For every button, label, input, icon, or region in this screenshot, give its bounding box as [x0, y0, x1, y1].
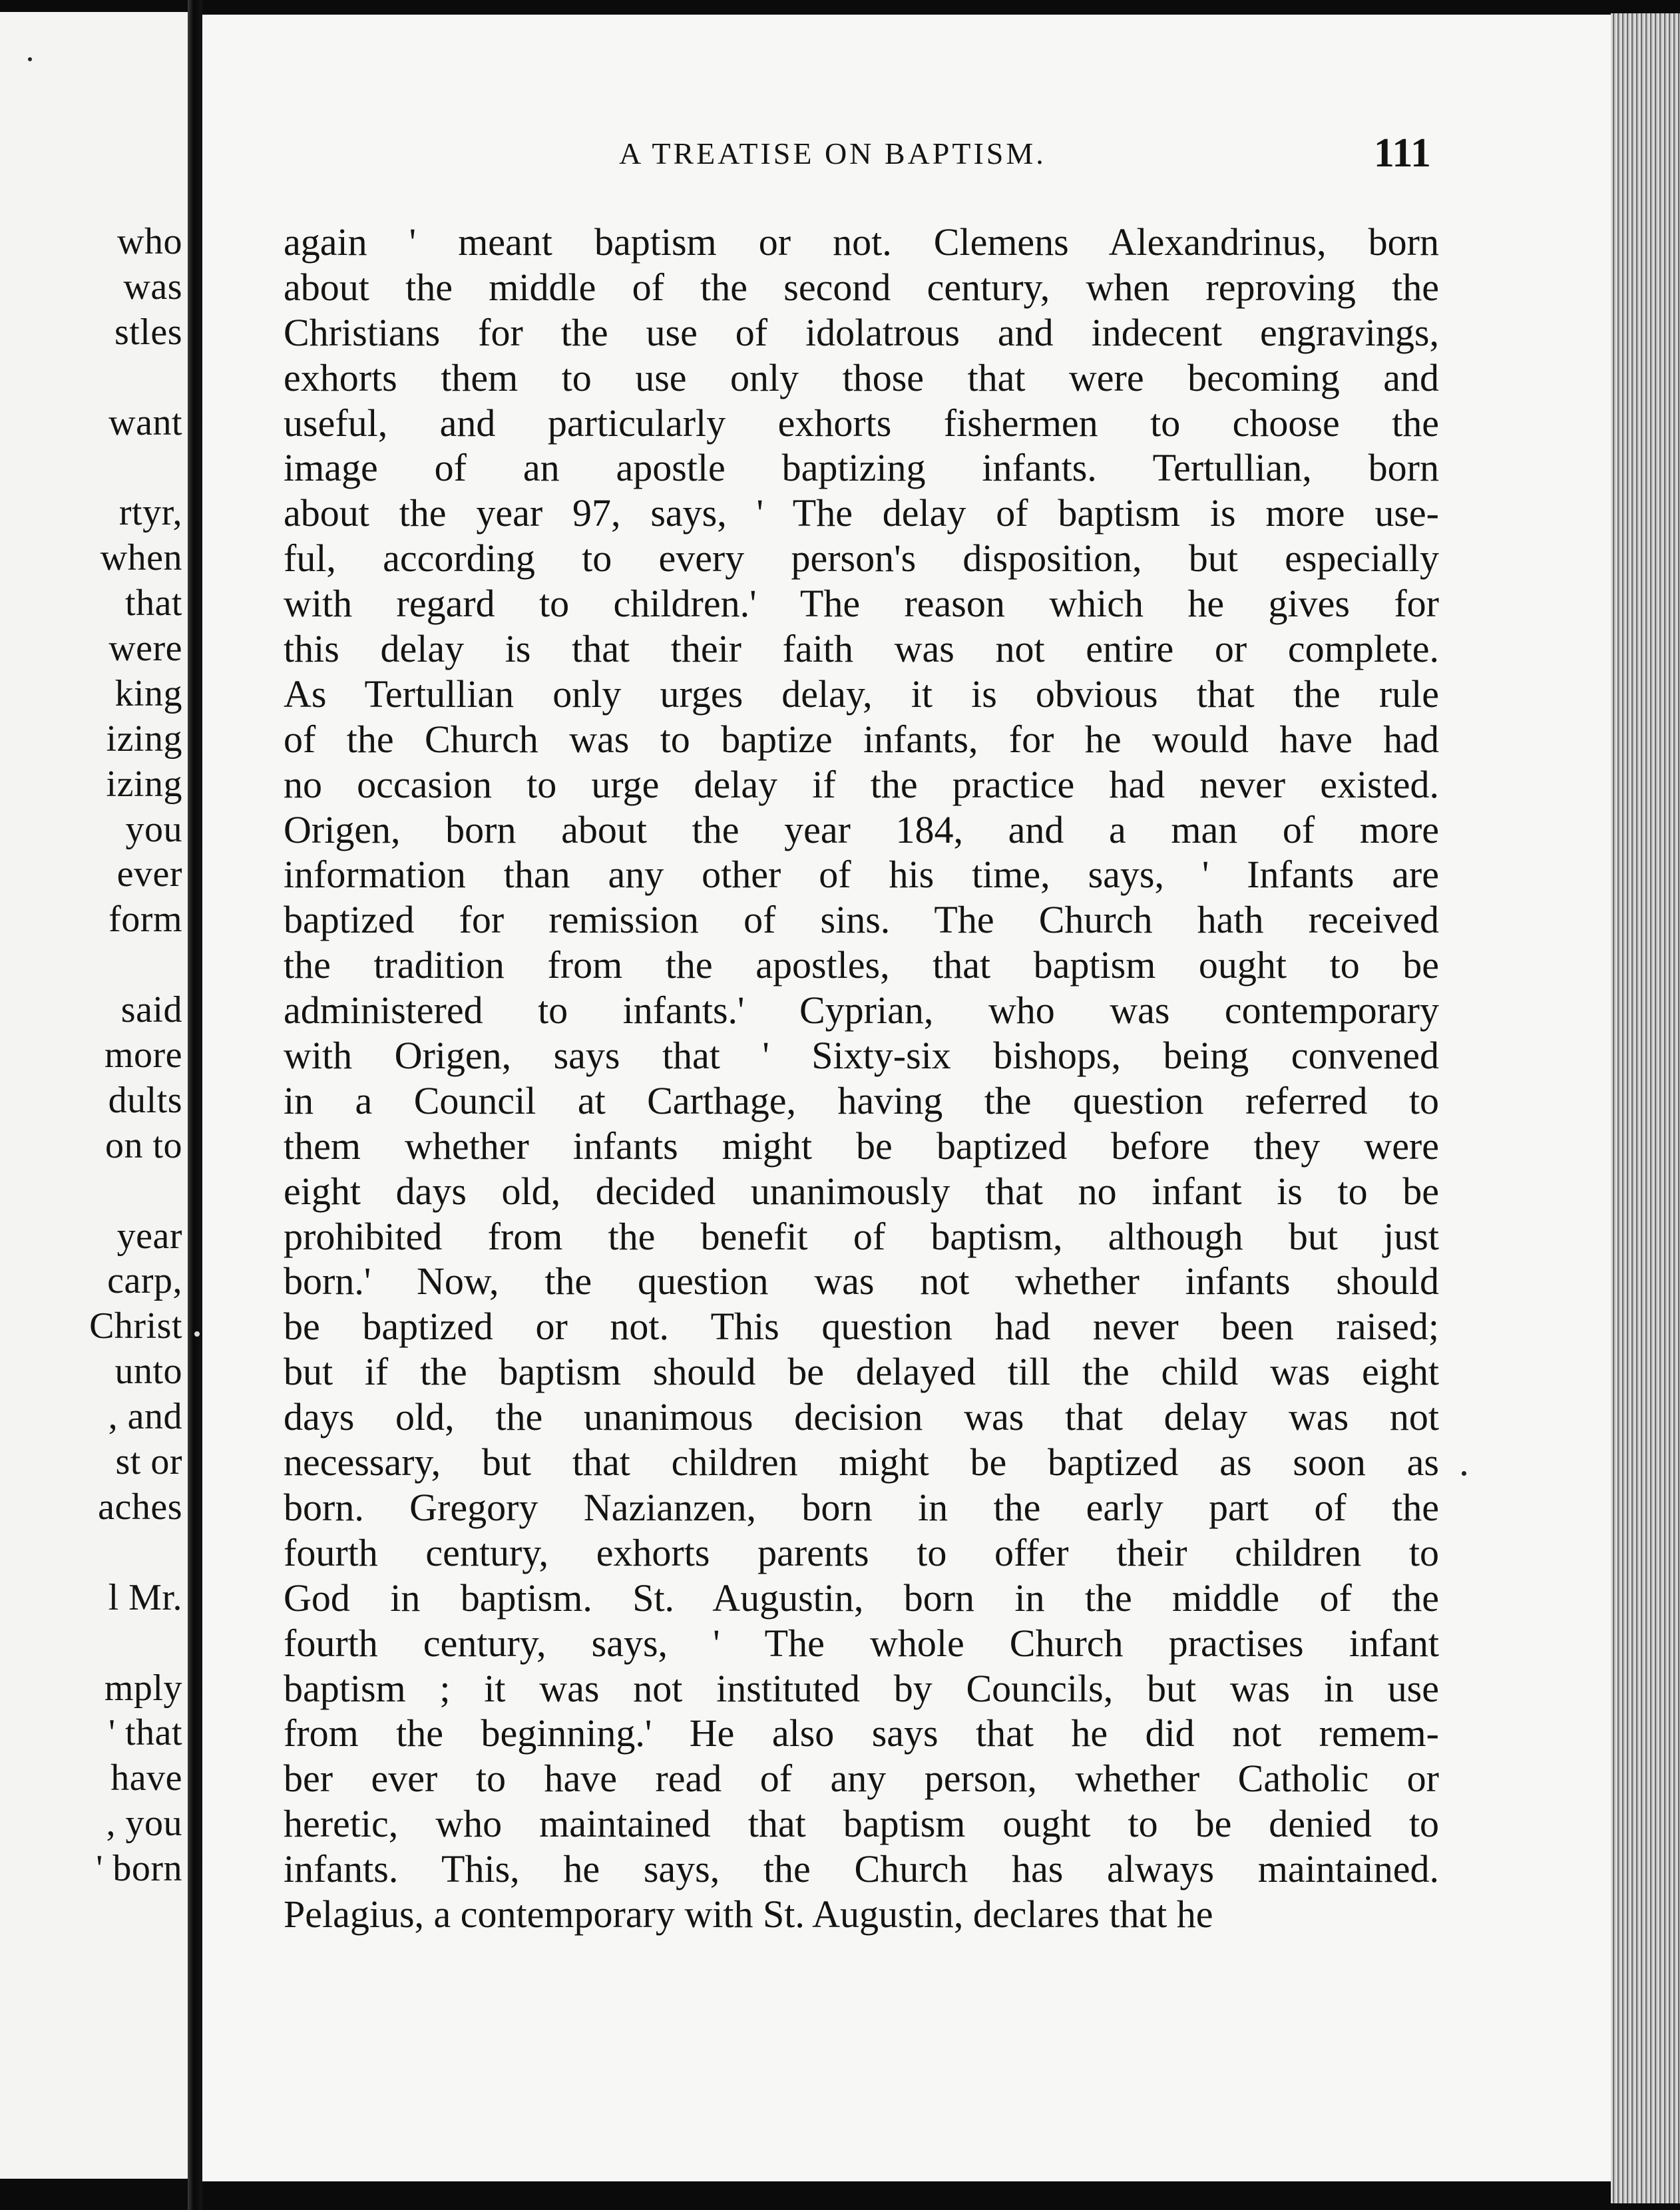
facing-page-fragment: ' born	[96, 1848, 182, 1890]
text-line: born.' Now, the question was not whether infants should	[284, 1259, 1439, 1303]
facing-page-fragment: form	[108, 899, 182, 941]
facing-page-fragment: ever	[116, 853, 182, 895]
text-line: God in baptism. St. Augustin, born in the middle of the	[284, 1576, 1439, 1620]
facing-page-fragment: ' that	[108, 1712, 182, 1754]
text-line: image of an apostle baptizing infants. Tertullian, born	[284, 446, 1439, 490]
text-line: useful, and particularly exhorts fishermen to choose the	[284, 401, 1439, 445]
text-line: Pelagius, a contemporary with St. Augustin, declares that he	[284, 1892, 1213, 1936]
page-number: 111	[1373, 130, 1431, 176]
facing-page-fragment: carp,	[107, 1260, 182, 1302]
text-line: but if the baptism should be delayed till the child was eight	[284, 1350, 1439, 1394]
text-line: them whether infants might be baptized before they were	[284, 1124, 1439, 1168]
text-line: no occasion to urge delay if the practice had never existed.	[284, 762, 1439, 806]
print-speck	[28, 57, 32, 61]
text-line: As Tertullian only urges delay, it is obvious that the rule	[284, 672, 1439, 716]
text-line: again ' meant baptism or not. Clemens Alexandrinus, born	[284, 220, 1439, 264]
facing-page-fragment: that	[125, 582, 182, 624]
page-edges	[1611, 13, 1680, 2203]
print-speck	[194, 1331, 200, 1337]
facing-page-left	[0, 12, 188, 2179]
text-line: with Origen, says that ' Sixty-six bishops, being convened	[284, 1034, 1439, 1078]
text-line: fourth century, exhorts parents to offer their children to	[284, 1530, 1439, 1574]
facing-page-fragment: stles	[114, 311, 182, 353]
print-speck	[1462, 1471, 1466, 1476]
text-line: infants. This, he says, the Church has always maintained.	[284, 1847, 1439, 1891]
text-line: eight days old, decided unanimously that no infant is to be	[284, 1169, 1439, 1213]
facing-page-fragment: l Mr.	[108, 1576, 182, 1618]
text-line: the tradition from the apostles, that baptism ought to be	[284, 943, 1439, 987]
body-text	[284, 220, 1439, 1937]
text-line: prohibited from the benefit of baptism, although but just	[284, 1214, 1439, 1258]
facing-page-fragment: want	[108, 401, 182, 443]
facing-page-fragment: Christ	[89, 1305, 182, 1347]
facing-page-fragment: on to	[105, 1124, 182, 1166]
text-line: ber ever to have read of any person, whether Catholic or	[284, 1757, 1439, 1801]
facing-page-fragment: year	[116, 1215, 182, 1257]
text-line: this delay is that their faith was not entire or complete.	[284, 627, 1439, 671]
facing-page-fragment	[89, 445, 182, 491]
facing-page-fragment: were	[108, 628, 182, 670]
facing-page-fragment: when	[100, 537, 182, 579]
text-line: necessary, but that children might be baptized as soon as	[284, 1440, 1439, 1484]
facing-page-fragment: king	[114, 672, 182, 714]
text-line: of the Church was to baptize infants, for he would have had	[284, 717, 1439, 761]
facing-page-fragment: who	[117, 221, 182, 262]
text-line: from the beginning.' He also says that he did not remem-	[284, 1711, 1439, 1755]
text-line: ful, according to every person's disposition, but especially	[284, 537, 1439, 580]
text-line: exhorts them to use only those that were becoming and	[284, 355, 1439, 399]
facing-page-fragment: rtyr,	[118, 492, 182, 534]
facing-page-fragment: izing	[106, 763, 182, 805]
text-line: in a Council at Carthage, having the question referred to	[284, 1078, 1439, 1122]
page-header	[619, 130, 1431, 177]
facing-page-fragment: mply	[104, 1667, 182, 1709]
text-line: about the middle of the second century, when reproving the	[284, 265, 1439, 309]
facing-page-fragment: , and	[108, 1396, 182, 1438]
facing-page-text-fragments	[89, 220, 182, 1892]
facing-page-fragment: unto	[114, 1351, 182, 1393]
facing-page-fragment: aches	[98, 1486, 182, 1528]
running-title: A TREATISE ON BAPTISM.	[619, 136, 1046, 170]
facing-page-fragment: have	[110, 1757, 182, 1799]
text-line: days old, the unanimous decision was that delay was not	[284, 1395, 1439, 1439]
facing-page-fragment: st or	[115, 1441, 182, 1483]
book-gutter	[188, 0, 202, 2210]
text-line: administered to infants.' Cyprian, who was contemporary	[284, 989, 1439, 1032]
facing-page-fragment	[89, 943, 182, 988]
facing-page-fragment: you	[125, 808, 182, 850]
text-line: born. Gregory Nazianzen, born in the early part of the	[284, 1485, 1439, 1529]
text-line: baptism ; it was not instituted by Councils, but was in use	[284, 1666, 1439, 1710]
facing-page-fragment: dults	[108, 1079, 182, 1121]
text-line: fourth century, says, ' The whole Church practises infant	[284, 1621, 1439, 1665]
text-line: about the year 97, says, ' The delay of baptism is more use-	[284, 491, 1439, 535]
text-line: information than any other of his time, says, ' Infants are	[284, 853, 1439, 897]
facing-page-fragment: said	[120, 989, 182, 1031]
facing-page-fragment	[89, 1530, 182, 1576]
facing-page-fragment	[89, 1621, 182, 1666]
facing-page-fragment: , you	[106, 1803, 182, 1845]
text-line: Christians for the use of idolatrous and indecent engravings,	[284, 310, 1439, 354]
facing-page-fragment: was	[123, 266, 182, 308]
text-line: heretic, who maintained that baptism ought to be denied to	[284, 1802, 1439, 1846]
facing-page-fragment: izing	[106, 718, 182, 760]
text-line: with regard to children.' The reason which he gives for	[284, 582, 1439, 626]
text-line: be baptized or not. This question had never been raised;	[284, 1305, 1439, 1349]
text-line: baptized for remission of sins. The Church hath received	[284, 898, 1439, 942]
text-line: Origen, born about the year 184, and a man of more	[284, 807, 1439, 851]
facing-page-fragment	[89, 355, 182, 401]
facing-page-fragment	[89, 1169, 182, 1214]
facing-page-fragment: more	[104, 1034, 182, 1076]
